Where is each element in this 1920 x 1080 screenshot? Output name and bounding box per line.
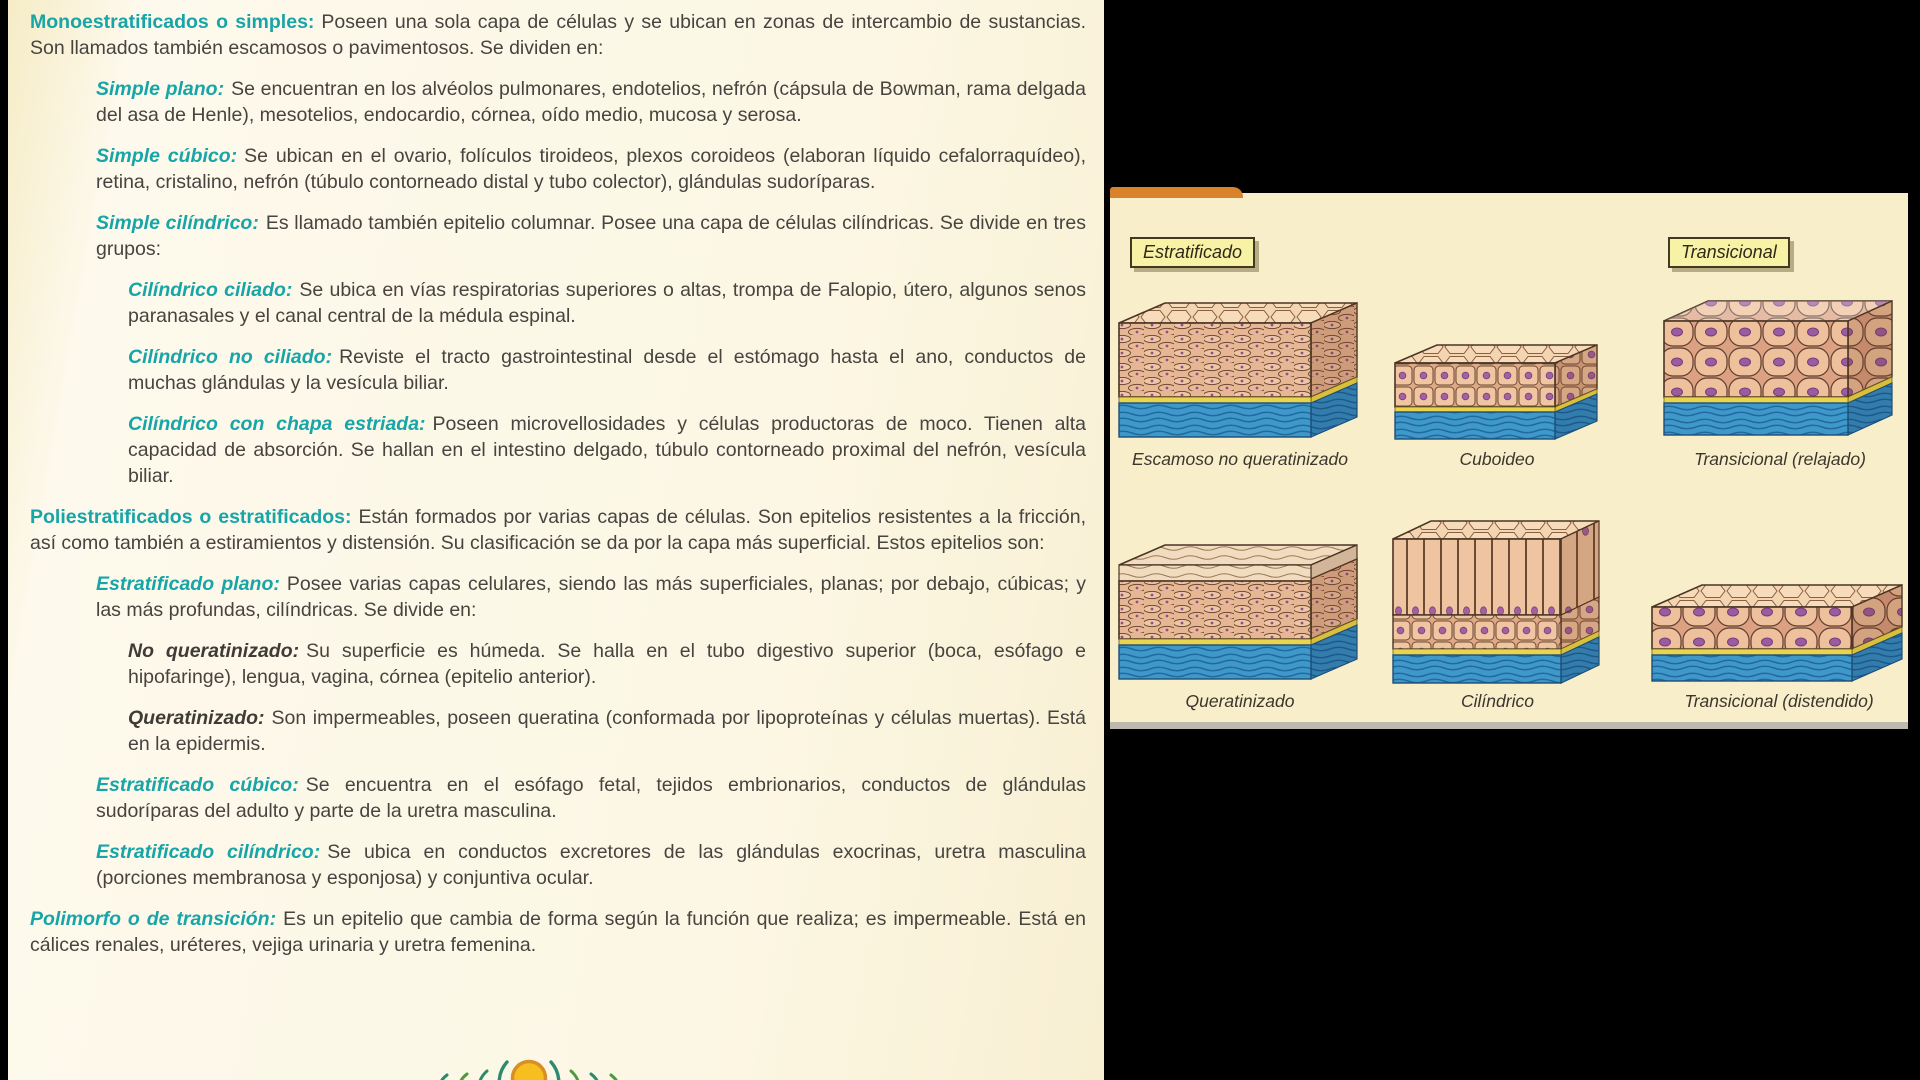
term-heading: Simple cúbico: [96,145,238,167]
transitional-relaxed-tissue-icon [1660,287,1900,445]
label-box-estratificado: Estratificado [1130,237,1255,268]
keratinized-tissue-icon [1114,535,1366,687]
document-page [8,0,1104,1080]
term-body: Están formados por varias capas de células. Son epitelios resistentes a la fricción, así como también a estiramientos y distensión. Su clasificación se da por la capa más superficial. Estos epitelios son: [30,506,1086,554]
cuboidal-tissue-icon [1392,323,1602,445]
term-heading: Queratinizado: [128,707,265,729]
paragraph-poliestratificados [8,504,1086,556]
paragraph-cilindrico-chapa-estriada [8,411,1086,489]
term-body: Posee varias capas celulares, siendo las más superficiales, planas; por debajo, cúbicas; y las más profundas, cilíndricas. Se divide en: [96,573,1086,621]
columnar-tissue-icon [1390,515,1605,687]
term-heading: Simple plano: [96,78,225,100]
term-heading: Estratificado cúbico: [96,774,299,796]
tissue-illustration-queratinizado [1114,535,1366,687]
term-heading: Simple cilíndrico: [96,212,259,234]
paragraph-cilindrico-ciliado [8,277,1086,329]
sun-divider-icon [379,1054,679,1080]
term-heading: Estratificado plano: [96,573,280,595]
paragraph-simple-cilindrico [8,210,1086,262]
term-body: Son impermeables, poseen queratina (conformada por lipoproteínas y células muertas). Está en la epidermis. [128,707,1086,755]
stratified-squamous-tissue-icon [1114,293,1366,445]
term-body: Su superficie es húmeda. Se halla en el tubo digestivo superior (boca, esófago e hipofaringe), lengua, vagina, córnea (epitelio anterior). [128,640,1086,688]
figure-caption: Cuboideo [1459,449,1535,469]
term-heading: No queratinizado: [128,640,300,662]
paragraph-simple-plano [8,76,1086,128]
figure-caption: Escamoso no queratinizado [1132,449,1348,469]
tissue-illustration-escamoso-no-queratinizado [1114,293,1366,445]
paragraph-polimorfo [8,906,1086,958]
term-heading: Poliestratificados o estratificados: [30,506,352,528]
paragraph-simple-cubico [8,143,1086,195]
term-body: Poseen una sola capa de células y se ubican en zonas de intercambio de sustancias. Son llamados también escamosos o pavimentosos. Se dividen en: [30,11,1086,59]
tissue-illustration-transicional-distendido [1648,567,1910,687]
term-heading: Monoestratificados o simples: [30,11,315,33]
term-heading: Polimorfo o de transición: [30,908,277,930]
figure-caption: Transicional (distendido) [1684,691,1874,711]
sun-divider-ornament [379,1054,679,1080]
term-body: Es llamado también epitelio columnar. Posee una capa de células cilíndricas. Se divide en tres grupos: [96,212,1086,260]
paragraph-queratinizado [8,705,1086,757]
paragraph-estratificado-cilindrico [8,839,1086,891]
label-box-transicional: Transicional [1668,237,1790,268]
figure-caption: Queratinizado [1185,691,1295,711]
figure-caption: Cilíndrico [1461,691,1534,711]
tissue-illustration-cilindrico [1390,515,1605,687]
term-heading: Estratificado cilíndrico: [96,841,321,863]
paragraph-estratificado-cubico [8,772,1086,824]
paragraph-cilindrico-no-ciliado [8,344,1086,396]
orange-tab [1110,187,1243,198]
figure-caption: Transicional (relajado) [1694,449,1866,469]
term-body: Poseen microvellosidades y células productoras de moco. Tienen alta capacidad de absorción. Se hallan en el intestino delgado, túbulo contorneado proximal del nefrón, vesícula biliar. [128,413,1087,487]
term-heading: Cilíndrico con chapa estriada: [128,413,426,435]
term-body: Reviste el tracto gastrointestinal desde el estómago hasta el ano, conductos de muchas glándulas y la vesícula biliar. [128,346,1086,394]
term-body: Se ubica en conductos excretores de las glándulas exocrinas, uretra masculina (porciones membranosa y esponjosa) y conjuntiva ocular. [96,841,1086,889]
term-heading: Cilíndrico ciliado: [128,279,293,301]
epithelium-figure-panel [1110,193,1908,729]
transitional-distended-tissue-icon [1648,567,1910,687]
paragraph-monoestratificados [8,9,1086,61]
tissue-illustration-transicional-relajado [1660,287,1900,445]
term-body: Es un epitelio que cambia de forma según la función que realiza; es impermeable. Está en cálices renales, uréteres, vejiga urinaria y uretra femenina. [30,908,1086,956]
term-body: Se encuentran en los alvéolos pulmonares, endotelios, nefrón (cápsula de Bowman, rama delgada del asa de Henle), mesotelios, endocardio, córnea, oído medio, mucosa y serosa. [96,78,1086,126]
term-body: Se encuentra en el esófago fetal, tejidos embrionarios, conductos de glándulas sudoríparas del adulto y parte de la uretra masculina. [96,774,1086,822]
term-body: Se ubican en el ovario, folículos tiroideos, plexos coroideos (elaboran líquido cefalorraquídeo), retina, cristalino, nefrón (túbulo contorneado distal y tubo colector), glándulas sudoríparas. [96,145,1086,193]
term-heading: Cilíndrico no ciliado: [128,346,333,368]
term-body: Se ubica en vías respiratorias superiores o altas, trompa de Falopio, útero, algunos senos paranasales y el canal central de la médula espinal. [128,279,1086,327]
paragraph-no-queratinizado [8,638,1086,690]
paragraph-estratificado-plano [8,571,1086,623]
tissue-illustration-cuboideo [1392,323,1602,445]
